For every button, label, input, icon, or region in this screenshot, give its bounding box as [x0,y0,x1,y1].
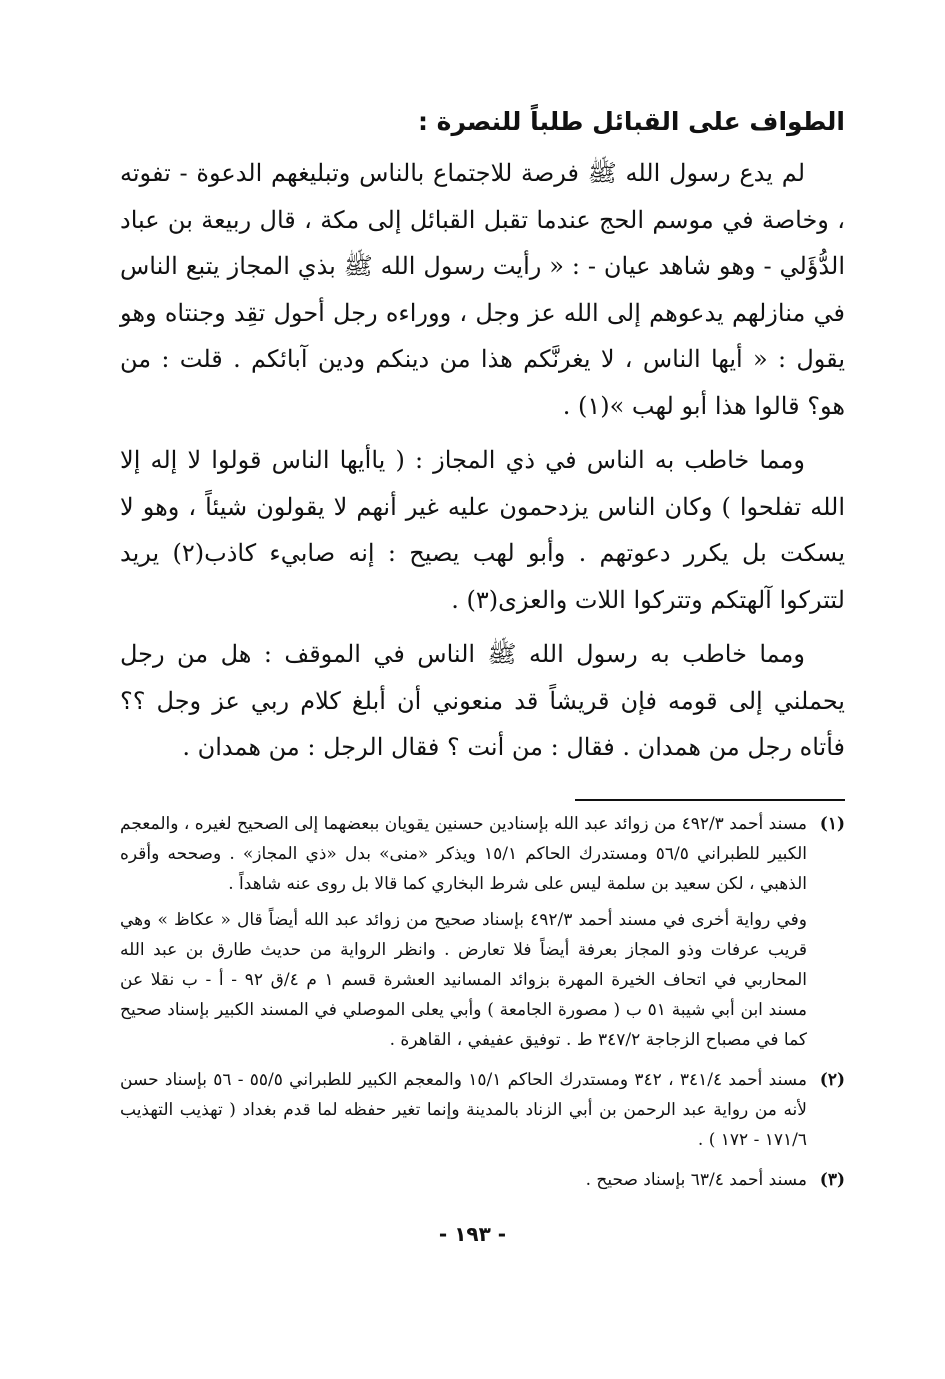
footnote-number: (١) [819,813,845,834]
footnote-1 [120,809,845,1061]
footnote-text: مسند أحمد ٦٣/٤ بإسناد صحيح . [585,1169,807,1190]
footnote-body [120,1165,807,1201]
footnote-separator [575,799,845,801]
body-paragraph-2: ومما خاطب به الناس في ذي المجاز : ( ياأيها الناس قولوا لا إله إلا الله تفلحوا ) وكان الناس يزدحمون عليه غير أنهم لا يقولون شيئاً ، وهو لا يسكت بل يكرر دعوتهم . وأبو لهب يصيح : إنه صابيء كاذب(٢) يريد لتتركوا آلهتكم وتتركوا اللات والعزى(٣) . [120,446,846,614]
footnote-number: (٢) [819,1069,845,1090]
footnote-body [120,809,807,1061]
section-heading: الطواف على القبائل طلباً للنصرة : [417,107,845,136]
page-number: - ١٩٣ - [438,1222,507,1246]
footnote-body [120,1065,807,1161]
body-paragraph-3: ومما خاطب به رسول الله ﷺ الناس في الموقف : هل من رجل يحملني إلى قومه فإن قريشاً قد منعوني أن أبلغ كلام ربي عز وجل ؟؟ فأتاه رجل من همدان . فقال : من أنت ؟ فقال الرجل : من همدان . [120,640,845,761]
footnote-text: وفي رواية أخرى في مسند أحمد ٤٩٢/٣ بإسناد صحيح من زوائد عبد الله أيضاً قال « عكاظ » وهي قريب عرفات وذو المجاز بعرفة أيضاً فلا تعارض . وانظر الرواية من حديث طارق بن عبد الله المحاربي في اتحاف الخيرة المهرة بزوائد المسانيد العشرة قسم ١ م ٤/ق ٩٢ - أ - ب نقلا عن مسند ابن أبي شيبة ٥١ ب ( مصورة الجامعة ) وأبي يعلى الموصلي في المسند الكبير بإسناد صحيح كما في مصباح الزجاجة ٣٤٧/٢ ط . توفيق عفيفي ، القاهرة . [120,909,807,1050]
page-content [120,100,845,1205]
footnote-separator-wrap [120,779,845,809]
footnote-text: مسند أحمد ٤٩٢/٣ من زوائد عبد الله بإسنادين حسنين يقويان ببعضهما إلى الصحيح لغيره ، والمعجم الكبير للطبراني ٥٦/٥ ومستدرك الحاكم ١٥/١ ويذكر «منى» بدل «ذي المجاز» . وصححه وأقره الذهبي ، لكن سعيد بن سلمة ليس على شرط البخاري كما قالا بل روى عنه شاهداً . [120,813,808,894]
footnote-2 [120,1065,845,1161]
footnote-text: مسند أحمد ٣٤١/٤ ، ٣٤٢ ومستدرك الحاكم ١٥/١ والمعجم الكبير للطبراني ٥٥/٥ - ٥٦ بإسناد حسن لأنه من رواية عبد الرحمن بن أبي الزناد بالمدينة وإنما تغير حفظه لما قدم بغداد ( تهذيب التهذيب ١٧١/٦ - ١٧٢ ) . [120,1069,807,1150]
footnote-3 [120,1165,845,1201]
body-paragraph-1: لم يدع رسول الله ﷺ فرصة للاجتماع بالناس وتبليغهم الدعوة - تفوته ، وخاصة في موسم الحج عندما تقبل القبائل إلى مكة ، قال ربيعة بن عباد الدُّؤَلي - وهو شاهد عيان - : « رأيت رسول الله ﷺ بذي المجاز يتبع الناس في منازلهم يدعوهم إلى الله عز وجل ، ووراءه رجل أحول تقِد وجنتاه وهو يقول : « أيها الناس ، لا يغرنَّكم هذا من دينكم ودين آبائكم . قلت : من هو؟ قالوا هذا أبو لهب »(١) . [120,159,845,420]
footnotes [120,809,845,1201]
footnote-number: (٣) [819,1169,845,1190]
